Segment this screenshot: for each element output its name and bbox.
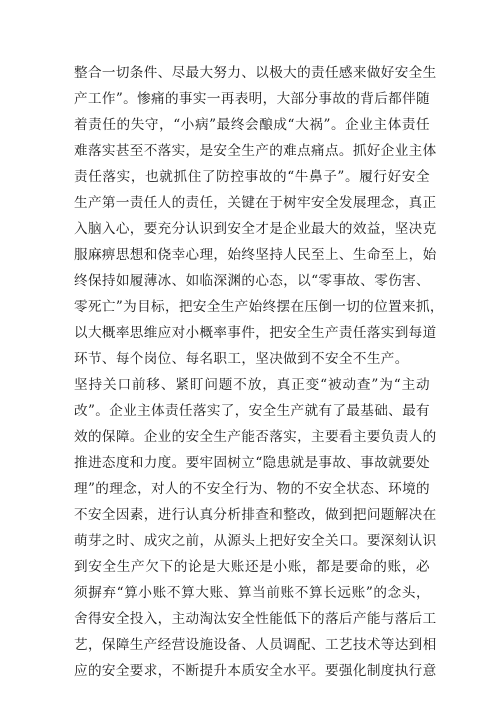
text-line: 到安全生产欠下的论是大账还是小账，都是要命的账，必 bbox=[74, 559, 430, 575]
text-line: 应的安全要求，不断提升本质安全水平。要强化制度执行意 bbox=[74, 663, 437, 679]
text-line: 产工作”。惨痛的事实一再表明，大部分事故的背后都伴随 bbox=[74, 91, 430, 107]
text-line: 责任落实，也就抓住了防控事故的“牛鼻子”。履行好安全 bbox=[74, 169, 430, 185]
text-line: 推进态度和力度。要牢固树立“隐患就是事故、事故就要处 bbox=[74, 455, 430, 471]
text-line: 难落实甚至不落实，是安全生产的难点痛点。抓好企业主体 bbox=[74, 143, 437, 159]
text-line: 入脑入心，要充分认识到安全才是企业最大的效益，坚决克 bbox=[74, 221, 437, 237]
text-line: 着责任的失守，“小病”最终会酿成“大祸”。企业主体责任 bbox=[74, 117, 430, 133]
text-line: 艺，保障生产经营设施设备、人员调配、工艺技术等达到相 bbox=[74, 637, 437, 653]
text-line: 须摒弃“算小账不算大账、算当前账不算长远账”的念头， bbox=[74, 585, 430, 601]
text-line: 环节、每个岗位、每名职工，坚决做到不安全不生产。 bbox=[74, 351, 409, 367]
text-line: 整合一切条件、尽最大努力、以极大的责任感来做好安全生 bbox=[74, 65, 437, 81]
text-line: 改”。企业主体责任落实了，安全生产就有了最基础、最有 bbox=[74, 403, 430, 419]
text-line: 以大概率思维应对小概率事件，把安全生产责任落实到每道 bbox=[74, 325, 437, 341]
text-line: 萌芽之时、成灾之前，从源头上把好安全关口。要深刻认识 bbox=[74, 533, 437, 549]
text-line: 坚持关口前移、紧盯问题不放，真正变“被动查”为“主动 bbox=[74, 377, 430, 393]
text-line: 效的保障。企业的安全生产能否落实，主要看主要负责人的 bbox=[74, 429, 437, 445]
text-line: 零死亡”为目标，把安全生产始终摆在压倒一切的位置来抓， bbox=[74, 299, 444, 315]
text-line: 服麻痹思想和侥幸心理，始终坚持人民至上、生命至上，始 bbox=[74, 247, 437, 263]
text-line: 生产第一责任人的责任，关键在于树牢安全发展理念，真正 bbox=[74, 195, 437, 211]
text-line: 舍得安全投入，主动淘汰安全性能低下的落后产能与落后工 bbox=[74, 611, 437, 627]
text-line: 不安全因素，进行认真分析排查和整改，做到把问题解决在 bbox=[74, 507, 437, 523]
text-line: 理”的理念，对人的不安全行为、物的不安全状态、环境的 bbox=[74, 481, 430, 497]
text-line: 终保持如履薄冰、如临深渊的心态，以“零事故、零伤害、 bbox=[74, 273, 430, 289]
